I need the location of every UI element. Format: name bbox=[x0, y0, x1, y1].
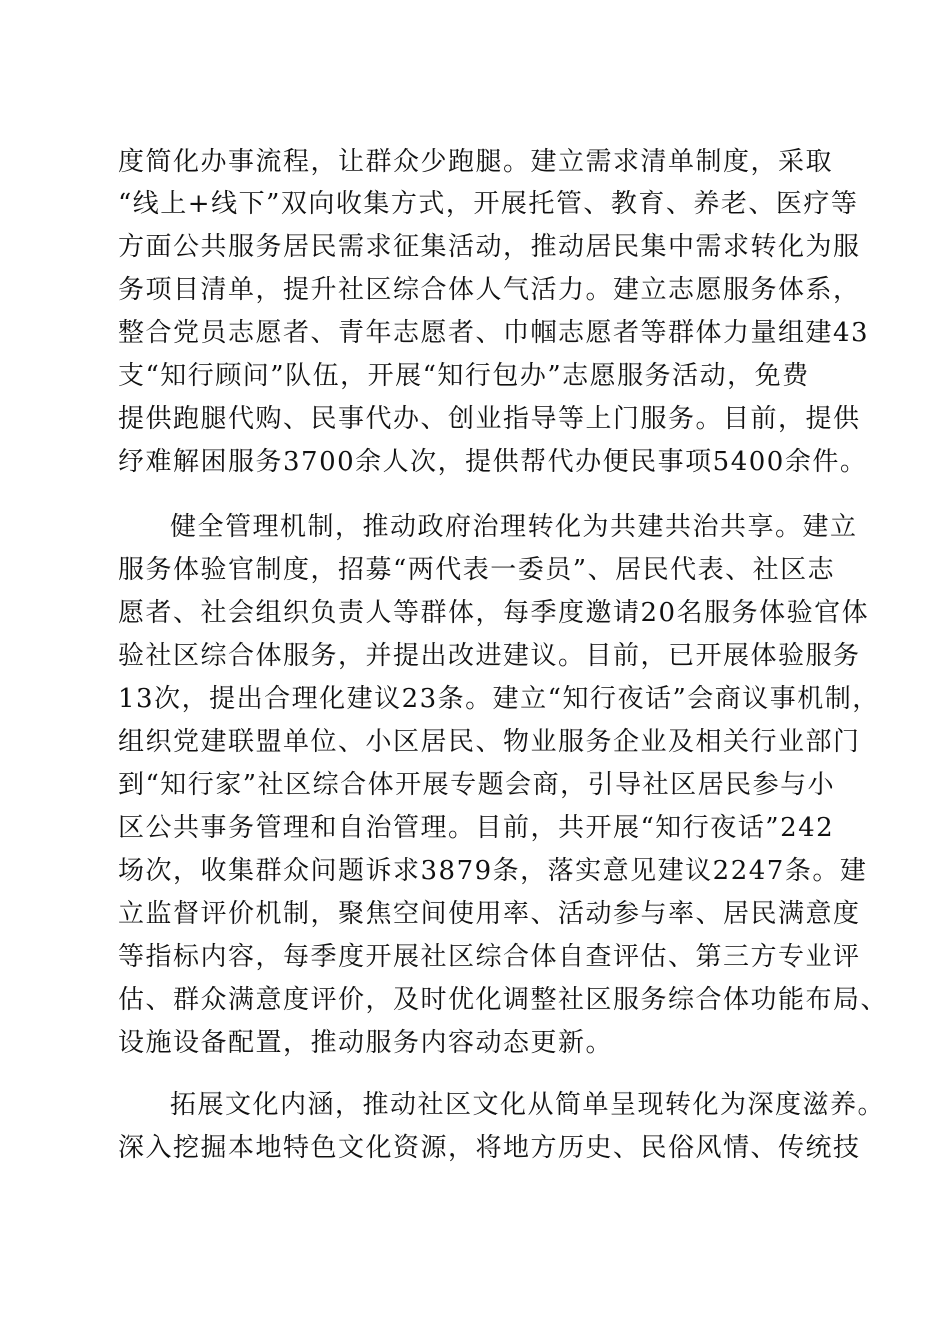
text-line: 度简化办事流程，让群众少跑腿。建立需求清单制度，采取 bbox=[118, 147, 834, 177]
text-line: 服务体验官制度，招募“两代表一委员”、居民代表、社区志 bbox=[118, 555, 836, 585]
text-line: 等指标内容，每季度开展社区综合体自查评估、第三方专业评 bbox=[118, 942, 861, 972]
text-line: 方面公共服务居民需求征集活动，推动居民集中需求转化为服 bbox=[118, 232, 861, 262]
text-line: 立监督评价机制，聚焦空间使用率、活动参与率、居民满意度 bbox=[118, 899, 861, 929]
paragraph-start-line: 拓展文化内涵，推动社区文化从简单呈现转化为深度滋养。 bbox=[170, 1090, 886, 1120]
paragraph-start-line: 健全管理机制，推动政府治理转化为共建共治共享。建立 bbox=[170, 512, 858, 542]
text-line: 纾难解困服务3700余人次，提供帮代办便民事项5400余件。 bbox=[118, 447, 868, 477]
text-line: 区公共事务管理和自治管理。目前，共开展“知行夜话”242 bbox=[118, 813, 835, 843]
text-line: 整合党员志愿者、青年志愿者、巾帼志愿者等群体力量组建43 bbox=[118, 318, 870, 348]
text-line: 组织党建联盟单位、小区居民、物业服务企业及相关行业部门 bbox=[118, 727, 861, 757]
text-line: 13次，提出合理化建议23条。建立“知行夜话”会商议事机制， bbox=[118, 684, 880, 714]
text-line: 提供跑腿代购、民事代办、创业指导等上门服务。目前，提供 bbox=[118, 404, 861, 434]
text-line: 到“知行家”社区综合体开展专题会商，引导社区居民参与小 bbox=[118, 770, 836, 800]
text-line: “线上+线下”双向收集方式，开展托管、教育、养老、医疗等 bbox=[118, 189, 859, 219]
text-line: 设施设备配置，推动服务内容动态更新。 bbox=[118, 1028, 614, 1058]
text-line: 验社区综合体服务，并提出改进建议。目前，已开展体验服务 bbox=[118, 641, 861, 671]
text-line: 务项目清单，提升社区综合体人气活力。建立志愿服务体系， bbox=[118, 275, 861, 305]
text-line: 场次，收集群众问题诉求3879条，落实意见建议2247条。建 bbox=[118, 856, 868, 886]
text-line: 估、群众满意度评价，及时优化调整社区服务综合体功能布局、 bbox=[118, 985, 889, 1015]
text-line: 支“知行顾问”队伍，开展“知行包办”志愿服务活动，免费 bbox=[118, 361, 810, 391]
text-line: 深入挖掘本地特色文化资源，将地方历史、民俗风情、传统技 bbox=[118, 1133, 861, 1163]
text-line: 愿者、社会组织负责人等群体，每季度邀请20名服务体验官体 bbox=[118, 598, 870, 628]
